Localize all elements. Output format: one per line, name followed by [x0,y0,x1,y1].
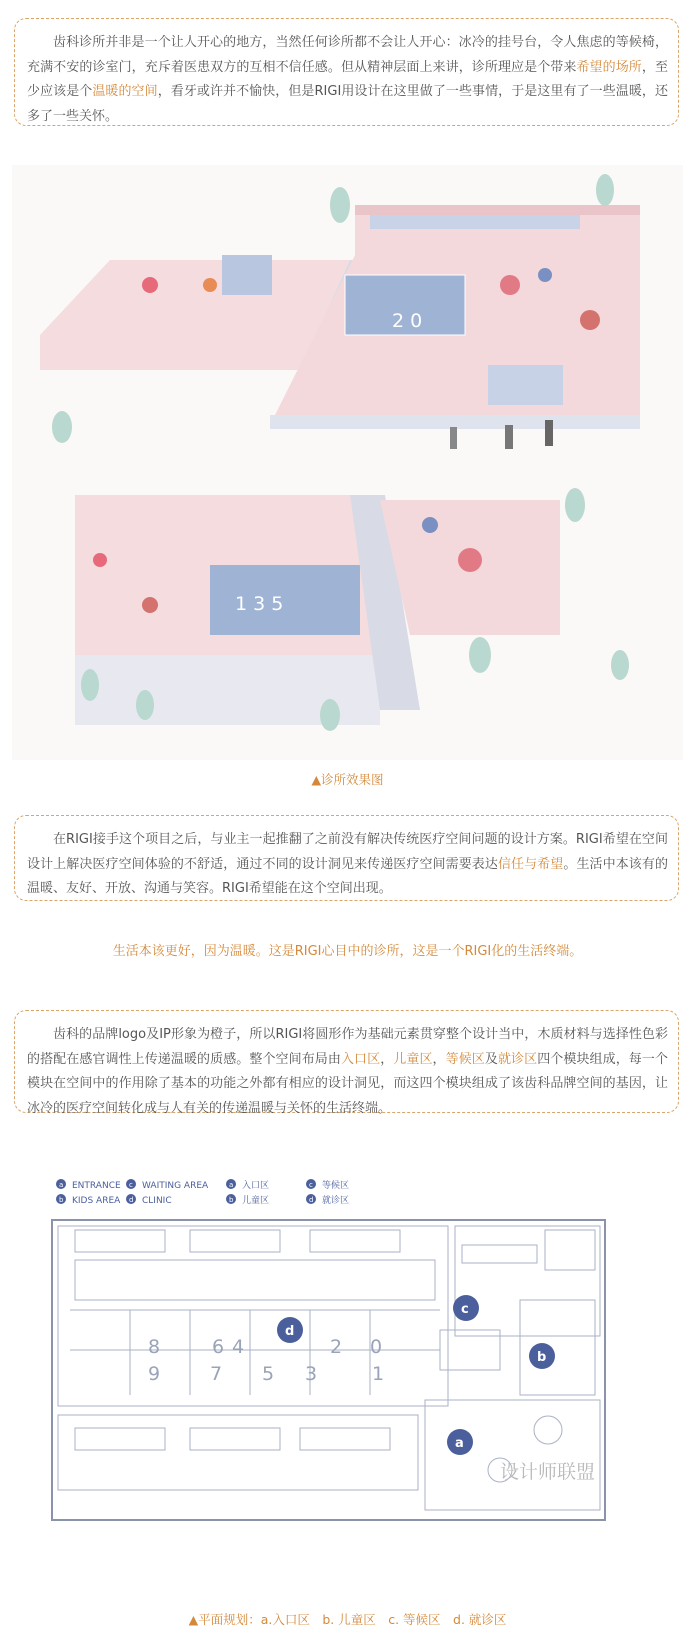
legend-cn-d: 就诊区 [322,1196,350,1206]
legend-cn-a: 入口区 [242,1181,270,1191]
intro-box [14,18,679,126]
layout-text-2: 四个模块组成，每一个模块在空间中的作用除了基本的功能之外都有相应的设计洞见，而这四个模块组成了该齿科品牌空间的基因，让冰冷的医疗空间转化成与人有关的传递温暖与关怀的生活终端。 [27,1051,668,1116]
highlight-kids: 儿童区 [393,1051,433,1067]
svg-text:a: a [455,1436,464,1451]
legend-en-a: ENTRANCE [72,1181,121,1191]
intro-text: 齿科诊所并非是一个让人开心的地方，当然任何诊所都不会让人开心：冰冷的挂号台，令人焦虑的等候椅，充满不安的诊室门，充斥着医患双方的互相不信任感。但从精神层面上来讲，诊所理应是个带来 [27,35,668,75]
svg-text:2 0: 2 0 [392,310,423,332]
zone-marker-d [277,1317,303,1343]
svg-text:c: c [129,1181,133,1189]
svg-text:b: b [537,1350,547,1365]
approach-text-2: 。生活中本该有的温暖、友好、开放、沟通与笑容。RIGI希望能在这个空间出现。 [27,856,668,896]
bay-number-8: 8 [148,1336,161,1358]
bay-number-4: 4 [232,1336,245,1358]
rigi-approach-box [14,815,679,901]
svg-text:d: d [309,1196,314,1204]
highlight-waiting: 等候区 [445,1051,485,1067]
sep-1: ， [380,1051,394,1067]
highlight-warm: 温暖的空间 [92,84,158,99]
bay-number-2: 2 [330,1336,343,1358]
legend-en-b: KIDS AREA [72,1196,121,1206]
slogan: 生活本该更好，因为温暖。这是RIGI心目中的诊所，这是一个RIGI化的生活终端。 [112,944,583,959]
highlight-trust: 信任与希望 [497,856,564,872]
layout-text: 齿科的品牌logo及IP形象为橙子，所以RIGI将圆形作为基础元素贯穿整个设计当中，木质材料与选择性色彩的搭配在感官调性上传递温暖的质感。整个空间布局由 [27,1027,668,1067]
legend-en-c: WAITING AREA [142,1181,209,1191]
svg-text:d: d [129,1196,134,1204]
svg-text:b: b [59,1196,64,1204]
bay-number-7: 7 [210,1363,223,1385]
bay-number-0: 0 [370,1336,383,1358]
bay-number-6: 6 [212,1336,225,1358]
svg-text:1 3 5: 1 3 5 [235,593,284,615]
clinic-render-illustration [0,165,695,760]
zone-marker-c [453,1295,479,1321]
highlight-hope: 希望的场所 [576,59,642,75]
intro-text-3: ，看牙或许并不愉快，但是RIGI用设计在这里做了一些事情，于是这里有了一些温暖，还多了一些关怀。 [27,84,668,124]
svg-text:c: c [461,1302,469,1317]
sep-2: ， [432,1051,446,1067]
zone-marker-a [447,1429,473,1455]
zone-marker-b [529,1343,555,1369]
floor-plan [0,1170,695,1530]
bay-number-1: 1 [372,1363,385,1385]
bay-number-5: 5 [262,1363,275,1385]
svg-text:a: a [229,1181,234,1189]
approach-text: 在RIGI接手这个项目之后，与业主一起推翻了之前没有解决传统医疗空间问题的设计方案。RIGI希望在空间设计上解决医疗空间体验的不舒适，通过不同的设计洞见来传递医疗空间需要表达 [27,832,668,872]
watermark: 设计师联盟 [500,1461,596,1483]
svg-text:a: a [59,1181,64,1189]
highlight-clinic: 就诊区 [497,1051,538,1067]
intro-text-2: ，至少应该是个 [27,59,668,99]
legend-cn-c: 等候区 [322,1181,350,1191]
layout-description-box [14,1010,679,1116]
svg-text:d: d [285,1324,295,1339]
legend-en-d: CLINIC [142,1196,172,1206]
svg-text:b: b [229,1196,234,1204]
highlight-entrance: 入口区 [340,1051,381,1067]
plan-legend [56,1179,349,1206]
plan-caption: ▲平面规划：a.入口区 b. 儿童区 c. 等候区 d. 就诊区 [188,1612,507,1627]
legend-cn-b: 儿童区 [242,1196,270,1206]
sep-3: 及 [484,1051,498,1067]
bay-number-9: 9 [148,1363,161,1385]
svg-text:c: c [309,1181,313,1189]
bay-number-3: 3 [305,1363,318,1385]
render-caption: ▲诊所效果图 [311,772,384,787]
